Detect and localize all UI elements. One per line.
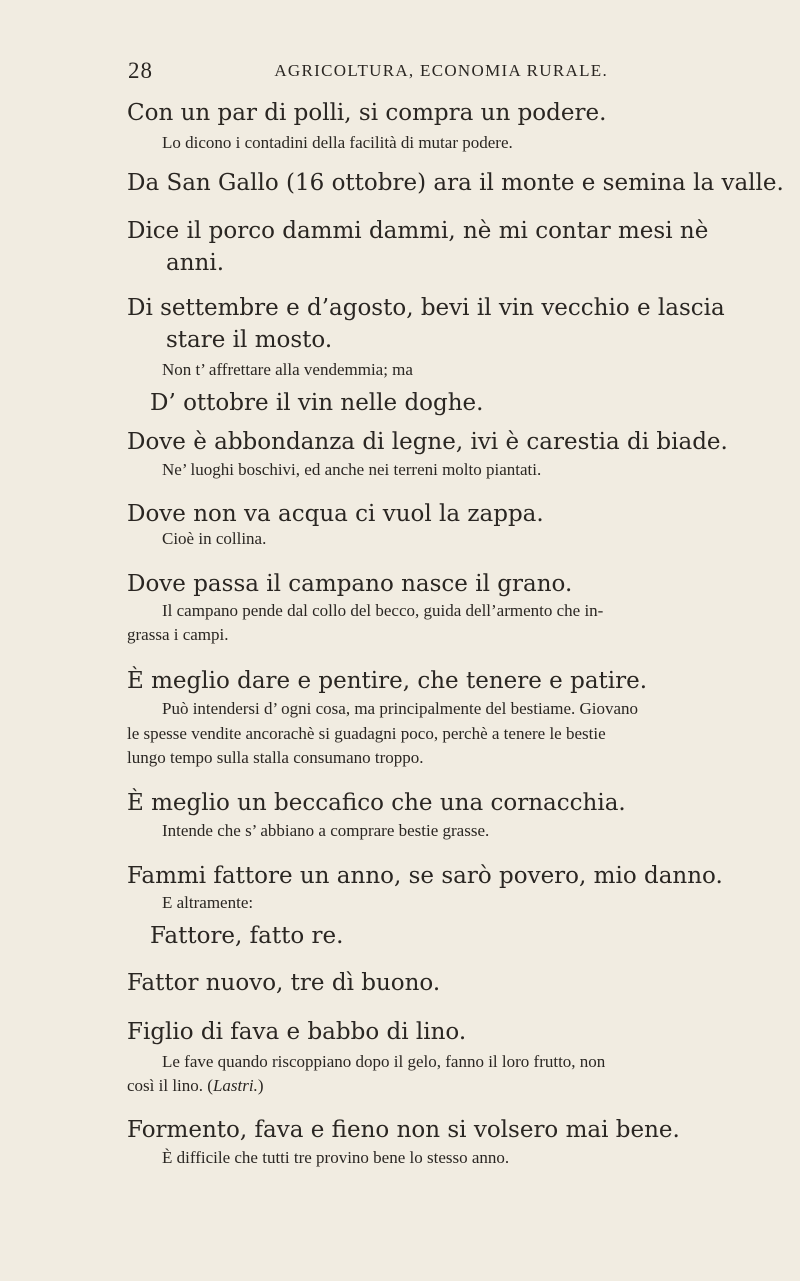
proverb: Dove è abbondanza di legne, ivi è carestia di biade. — [127, 429, 728, 455]
commentary-continuation: le spesse vendite ancorachè si guadagni poco, perchè a tenere le bestie — [127, 724, 606, 743]
proverb: Di settembre e d’agosto, bevi il vin vecchio e lascia — [127, 295, 725, 321]
commentary: Il campano pende dal collo del becco, guida dell’armento che in- — [162, 601, 604, 620]
page-number: 28 — [128, 58, 153, 83]
proverb: Fammi fattore un anno, se sarò povero, mio danno. — [127, 863, 723, 889]
commentary: Può intendersi d’ ogni cosa, ma principalmente del bestiame. Giovano — [162, 699, 639, 718]
proverb: Da San Gallo (16 ottobre) ara il monte e semina la valle. — [127, 170, 784, 196]
author-citation: Lastri. — [212, 1076, 258, 1095]
proverb: Dove passa il campano nasce il grano. — [127, 571, 573, 597]
proverb: È meglio un beccafico che una cornacchia. — [127, 790, 626, 816]
commentary: Lo dicono i contadini della facilità di mutar podere. — [162, 133, 513, 152]
commentary-continuation: lungo tempo sulla stalla consumano troppo. — [127, 748, 424, 767]
commentary-continuation — [127, 1073, 737, 1098]
commentary: Ne’ luoghi boschivi, ed anche nei terreni molto piantati. — [162, 460, 542, 479]
commentary: È difficile che tutti tre provino bene lo stesso anno. — [162, 1148, 510, 1167]
proverb: Fattor nuovo, tre dì buono. — [127, 970, 441, 996]
proverb: È meglio dare e pentire, che tenere e patire. — [127, 668, 648, 694]
proverb-continuation: stare il mosto. — [166, 327, 333, 353]
commentary-text: così il lino. ( — [127, 1076, 213, 1095]
commentary: Le fave quando riscoppiano dopo il gelo, fanno il loro frutto, non — [162, 1052, 606, 1071]
commentary: Intende che s’ abbiano a comprare bestie grasse. — [162, 821, 490, 840]
commentary-text: ) — [257, 1076, 264, 1095]
running-title: AGRICOLTURA, ECONOMIA RURALE. — [274, 61, 608, 80]
page-header — [128, 58, 608, 88]
proverb: Con un par di polli, si compra un podere. — [127, 100, 607, 126]
proverb: Fattore, fatto re. — [150, 923, 344, 949]
commentary: Cioè in collina. — [162, 529, 267, 548]
proverb: Figlio di fava e babbo di lino. — [127, 1019, 467, 1045]
commentary: Non t’ affrettare alla vendemmia; ma — [162, 360, 413, 379]
proverb-continuation: anni. — [166, 250, 225, 276]
proverb: D’ ottobre il vin nelle doghe. — [150, 390, 484, 416]
proverb: Dove non va acqua ci vuol la zappa. — [127, 501, 544, 527]
proverb: Formento, fava e fieno non si volsero mai bene. — [127, 1117, 680, 1143]
proverb: Dice il porco dammi dammi, nè mi contar mesi nè — [127, 218, 709, 244]
commentary: E altramente: — [162, 893, 254, 912]
commentary-continuation: grassa i campi. — [127, 625, 229, 644]
